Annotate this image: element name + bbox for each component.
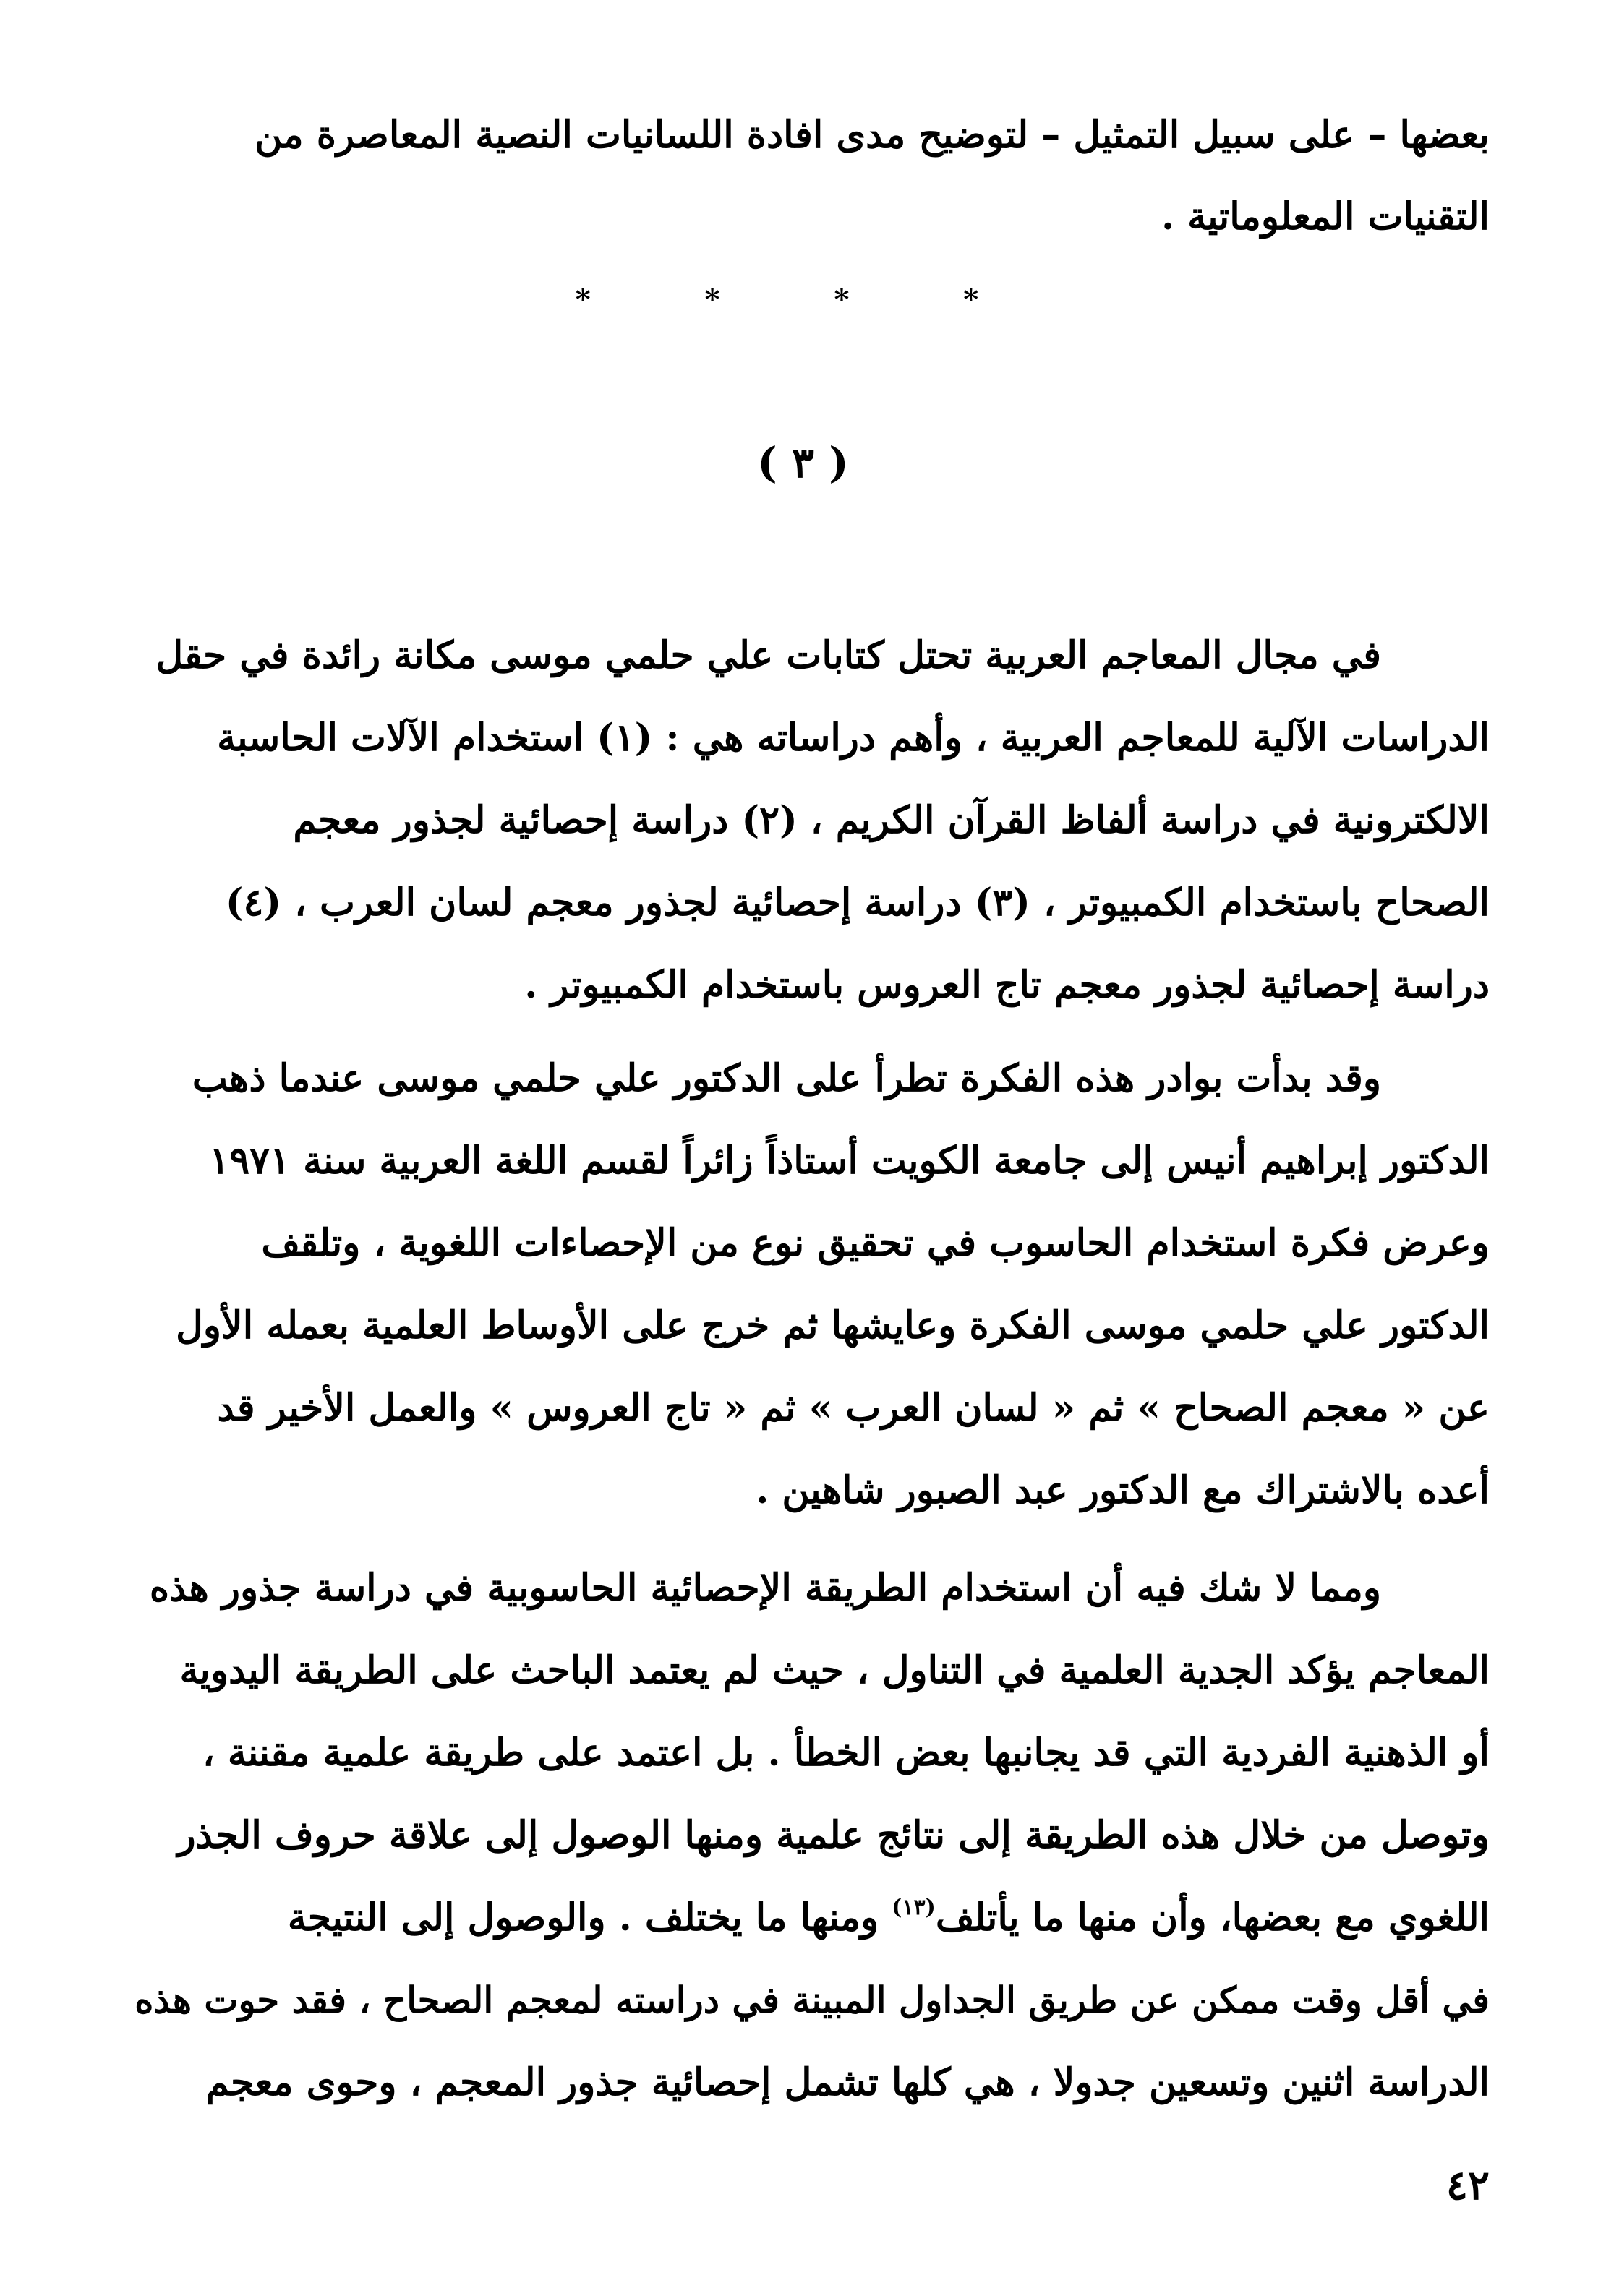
paragraph-line: وقد بدأت بوادر هذه الفكرة تطرأ على الدكتور علي حلمي موسى عندما ذهب: [192, 1056, 1381, 1100]
paragraph-line: وعرض فكرة استخدام الحاسوب في تحقيق نوع من الإحصاءات اللغوية ، وتلقف: [261, 1221, 1490, 1265]
paragraph-line: الدكتور إبراهيم أنيس إلى جامعة الكويت أستاذاً زائراً لقسم اللغة العربية سنة ١٩٧١: [209, 1139, 1490, 1183]
paragraph-line: أعده بالاشتراك مع الدكتور عبد الصبور شاهين .: [756, 1468, 1490, 1512]
paragraph-line: وتوصل من خلال هذه الطريقة إلى نتائج علمية ومنها الوصول إلى علاقة حروف الجذر: [177, 1813, 1490, 1857]
paragraph-line: أو الذهنية الفردية التي قد يجانبها بعض الخطأ . بل اعتمد على طريقة علمية مقننة ،: [202, 1731, 1490, 1775]
paragraph-line: الصحاح باستخدام الكمبيوتر ، (٣) دراسة إحصائية لجذور معجم لسان العرب ، (٤): [225, 881, 1490, 925]
paragraph-line: الالكترونية في دراسة ألفاظ القرآن الكريم ، (٢) دراسة إحصائية لجذور معجم: [293, 798, 1490, 842]
paragraph-3: [112, 1547, 1490, 2124]
intro-line: بعضها – على سبيل التمثيل – لتوضيح مدى افادة اللسانيات النصية المعاصرة من: [255, 113, 1490, 157]
page-number: ٤٢: [1445, 2162, 1490, 2209]
section-number: ( ٣ ): [757, 438, 849, 487]
paragraph-line: عن « معجم الصحاح » ثم « لسان العرب » ثم « تاج العروس » والعمل الأخير قد: [217, 1386, 1490, 1430]
intro-line: التقنيات المعلوماتية .: [1161, 194, 1490, 239]
paragraph-line: دراسة إحصائية لجذور معجم تاج العروس باستخدام الكمبيوتر .: [524, 963, 1490, 1007]
section-separator: * * * *: [575, 283, 1031, 317]
footnote-reference: (١٣): [892, 1895, 936, 1920]
paragraph-line-part: ومنها ما يختلف . والوصول إلى النتيجة: [287, 1896, 879, 1940]
paragraph-line: في أقل وقت ممكن عن طريق الجداول المبينة في دراسته لمعجم الصحاح ، فقد حوت هذه: [134, 1979, 1490, 2021]
intro-paragraph: [112, 94, 1490, 257]
paragraph-line: في مجال المعاجم العربية تحتل كتابات علي حلمي موسى مكانة رائدة في حقل: [155, 633, 1381, 677]
paragraph-2: [112, 1037, 1490, 1532]
paragraph-line-part: اللغوي مع بعضها، وأن منها ما يأتلف: [935, 1896, 1490, 1940]
paragraph-line: الدكتور علي حلمي موسى الفكرة وعايشها ثم خرج على الأوساط العلمية بعمله الأول: [176, 1303, 1490, 1348]
paragraph-line: المعاجم يؤكد الجدية العلمية في التناول ، حيث لم يعتمد الباحث على الطريقة اليدوية: [179, 1648, 1490, 1692]
paragraph-line: ومما لا شك فيه أن استخدام الطريقة الإحصائية الحاسوبية في دراسة جذور هذه: [149, 1566, 1381, 1610]
paragraph-line: الدراسة اثنين وتسعين جدولا ، هي كلها تشمل إحصائية جذور المعجم ، وحوى معجم: [205, 2060, 1490, 2104]
paragraph-line: الدراسات الآلية للمعاجم العربية ، وأهم دراساته هي : (١) استخدام الآلات الحاسبة: [217, 716, 1490, 760]
paragraph-line-with-footnote: [112, 1877, 1490, 1959]
paragraph-1: [112, 614, 1490, 1027]
